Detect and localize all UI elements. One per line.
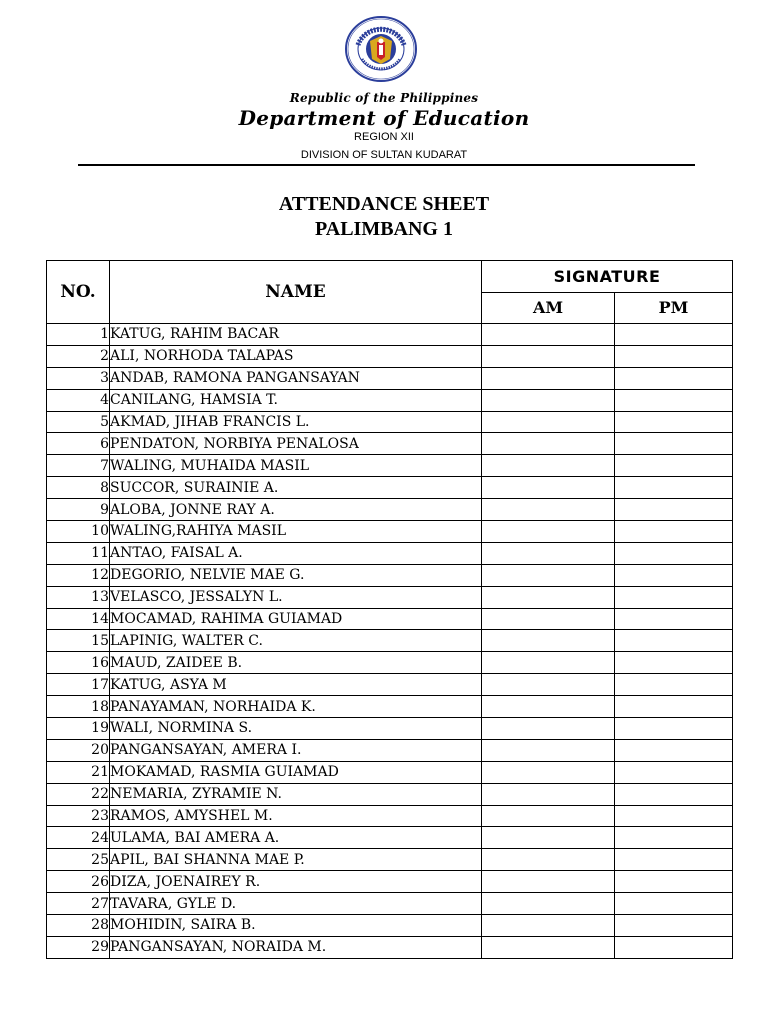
attendance-rows — [47, 324, 733, 959]
column-header-no: NO. — [47, 261, 110, 324]
row-number: 2 — [47, 345, 110, 367]
table-row — [47, 433, 733, 455]
signature-pm-cell[interactable] — [615, 915, 733, 937]
row-name: NEMARIA, ZYRAMIE N. — [110, 783, 482, 805]
signature-pm-cell[interactable] — [615, 389, 733, 411]
row-name: MAUD, ZAIDEE B. — [110, 652, 482, 674]
row-name: KATUG, RAHIM BACAR — [110, 324, 482, 346]
table-row — [47, 542, 733, 564]
attendance-table — [46, 260, 733, 959]
row-name: AKMAD, JIHAB FRANCIS L. — [110, 411, 482, 433]
signature-am-cell[interactable] — [482, 586, 615, 608]
row-number: 15 — [47, 630, 110, 652]
signature-pm-cell[interactable] — [615, 652, 733, 674]
table-row — [47, 936, 733, 958]
signature-pm-cell[interactable] — [615, 739, 733, 761]
table-row — [47, 739, 733, 761]
signature-am-cell[interactable] — [482, 652, 615, 674]
table-row — [47, 915, 733, 937]
column-header-name: NAME — [110, 261, 482, 324]
signature-am-cell[interactable] — [482, 827, 615, 849]
signature-pm-cell[interactable] — [615, 324, 733, 346]
row-name: TAVARA, GYLE D. — [110, 893, 482, 915]
row-name: WALI, NORMINA S. — [110, 718, 482, 740]
column-header-am: AM — [482, 292, 615, 324]
table-row — [47, 849, 733, 871]
row-name: WALING, MUHAIDA MASIL — [110, 455, 482, 477]
row-name: ANTAO, FAISAL A. — [110, 542, 482, 564]
row-number: 27 — [47, 893, 110, 915]
signature-pm-cell[interactable] — [615, 586, 733, 608]
table-row — [47, 783, 733, 805]
signature-am-cell[interactable] — [482, 739, 615, 761]
signature-am-cell[interactable] — [482, 521, 615, 543]
signature-am-cell[interactable] — [482, 367, 615, 389]
row-number: 5 — [47, 411, 110, 433]
row-name: PANGANSAYAN, NORAIDA M. — [110, 936, 482, 958]
signature-pm-cell[interactable] — [615, 477, 733, 499]
signature-pm-cell[interactable] — [615, 608, 733, 630]
row-name: DIZA, JOENAIREY R. — [110, 871, 482, 893]
signature-am-cell[interactable] — [482, 499, 615, 521]
signature-pm-cell[interactable] — [615, 411, 733, 433]
row-number: 11 — [47, 542, 110, 564]
signature-am-cell[interactable] — [482, 433, 615, 455]
table-row — [47, 499, 733, 521]
signature-pm-cell[interactable] — [615, 433, 733, 455]
signature-am-cell[interactable] — [482, 564, 615, 586]
seal-icon — [344, 15, 418, 83]
table-row — [47, 871, 733, 893]
signature-am-cell[interactable] — [482, 718, 615, 740]
row-name: MOCAMAD, RAHIMA GUIAMAD — [110, 608, 482, 630]
table-row — [47, 827, 733, 849]
row-number: 13 — [47, 586, 110, 608]
row-number: 14 — [47, 608, 110, 630]
sheet-subtitle: PALIMBANG 1 — [315, 218, 453, 240]
row-number: 18 — [47, 696, 110, 718]
table-row — [47, 389, 733, 411]
row-number: 1 — [47, 324, 110, 346]
row-name: SUCCOR, SURAINIE A. — [110, 477, 482, 499]
row-name: RAMOS, AMYSHEL M. — [110, 805, 482, 827]
row-number: 8 — [47, 477, 110, 499]
signature-am-cell[interactable] — [482, 411, 615, 433]
row-name: MOHIDIN, SAIRA B. — [110, 915, 482, 937]
signature-pm-cell[interactable] — [615, 849, 733, 871]
signature-am-cell[interactable] — [482, 608, 615, 630]
row-number: 21 — [47, 761, 110, 783]
table-row — [47, 652, 733, 674]
row-number: 25 — [47, 849, 110, 871]
table-row — [47, 608, 733, 630]
row-name: MOKAMAD, RASMIA GUIAMAD — [110, 761, 482, 783]
signature-am-cell[interactable] — [482, 455, 615, 477]
table-row — [47, 586, 733, 608]
row-name: ULAMA, BAI AMERA A. — [110, 827, 482, 849]
signature-am-cell[interactable] — [482, 630, 615, 652]
signature-am-cell[interactable] — [482, 389, 615, 411]
signature-pm-cell[interactable] — [615, 761, 733, 783]
signature-am-cell[interactable] — [482, 761, 615, 783]
table-row — [47, 718, 733, 740]
row-name: PENDATON, NORBIYA PENALOSA — [110, 433, 482, 455]
table-row — [47, 477, 733, 499]
signature-pm-cell[interactable] — [615, 542, 733, 564]
row-number: 6 — [47, 433, 110, 455]
column-header-pm: PM — [615, 292, 733, 324]
sheet-title: ATTENDANCE SHEET — [278, 193, 490, 215]
row-number: 17 — [47, 674, 110, 696]
row-name: APIL, BAI SHANNA MAE P. — [110, 849, 482, 871]
signature-pm-cell[interactable] — [615, 827, 733, 849]
row-number: 12 — [47, 564, 110, 586]
signature-am-cell[interactable] — [482, 324, 615, 346]
table-row — [47, 893, 733, 915]
signature-am-cell[interactable] — [482, 849, 615, 871]
row-number: 24 — [47, 827, 110, 849]
signature-am-cell[interactable] — [482, 936, 615, 958]
region-label: REGION XII — [354, 131, 414, 143]
row-number: 22 — [47, 783, 110, 805]
table-row — [47, 696, 733, 718]
table-row — [47, 324, 733, 346]
column-header-signature: SIGNATURE — [482, 261, 733, 293]
signature-pm-cell[interactable] — [615, 345, 733, 367]
signature-pm-cell[interactable] — [615, 696, 733, 718]
signature-am-cell[interactable] — [482, 477, 615, 499]
row-name: VELASCO, JESSALYN L. — [110, 586, 482, 608]
table-row — [47, 564, 733, 586]
row-name: DEGORIO, NELVIE MAE G. — [110, 564, 482, 586]
deped-seal-logo — [344, 15, 418, 83]
department-title: Department of Education — [238, 106, 530, 130]
row-name: PANAYAMAN, NORHAIDA K. — [110, 696, 482, 718]
signature-pm-cell[interactable] — [615, 564, 733, 586]
row-number: 23 — [47, 805, 110, 827]
signature-am-cell[interactable] — [482, 674, 615, 696]
signature-pm-cell[interactable] — [615, 367, 733, 389]
table-row — [47, 411, 733, 433]
table-row — [47, 345, 733, 367]
signature-am-cell[interactable] — [482, 915, 615, 937]
signature-am-cell[interactable] — [482, 696, 615, 718]
table-row — [47, 761, 733, 783]
row-name: PANGANSAYAN, AMERA I. — [110, 739, 482, 761]
header-divider — [78, 164, 695, 166]
row-number: 3 — [47, 367, 110, 389]
signature-pm-cell[interactable] — [615, 783, 733, 805]
republic-header: Republic of the Philippines — [289, 91, 479, 105]
signature-am-cell[interactable] — [482, 542, 615, 564]
row-number: 20 — [47, 739, 110, 761]
row-number: 16 — [47, 652, 110, 674]
row-number: 7 — [47, 455, 110, 477]
table-row — [47, 455, 733, 477]
row-name: ALI, NORHODA TALAPAS — [110, 345, 482, 367]
signature-pm-cell[interactable] — [615, 936, 733, 958]
row-name: WALING,RAHIYA MASIL — [110, 521, 482, 543]
signature-pm-cell[interactable] — [615, 521, 733, 543]
row-number: 26 — [47, 871, 110, 893]
signature-am-cell[interactable] — [482, 893, 615, 915]
row-number: 29 — [47, 936, 110, 958]
row-number: 9 — [47, 499, 110, 521]
table-row — [47, 630, 733, 652]
signature-pm-cell[interactable] — [615, 455, 733, 477]
row-name: LAPINIG, WALTER C. — [110, 630, 482, 652]
signature-am-cell[interactable] — [482, 805, 615, 827]
row-name: KATUG, ASYA M — [110, 674, 482, 696]
table-row — [47, 674, 733, 696]
signature-pm-cell[interactable] — [615, 630, 733, 652]
row-number: 10 — [47, 521, 110, 543]
signature-pm-cell[interactable] — [615, 893, 733, 915]
table-row — [47, 367, 733, 389]
signature-am-cell[interactable] — [482, 871, 615, 893]
signature-pm-cell[interactable] — [615, 674, 733, 696]
row-number: 19 — [47, 718, 110, 740]
signature-pm-cell[interactable] — [615, 805, 733, 827]
signature-am-cell[interactable] — [482, 783, 615, 805]
row-number: 4 — [47, 389, 110, 411]
row-name: CANILANG, HAMSIA T. — [110, 389, 482, 411]
signature-am-cell[interactable] — [482, 345, 615, 367]
row-number: 28 — [47, 915, 110, 937]
signature-pm-cell[interactable] — [615, 718, 733, 740]
row-name: ANDAB, RAMONA PANGANSAYAN — [110, 367, 482, 389]
table-row — [47, 805, 733, 827]
signature-pm-cell[interactable] — [615, 499, 733, 521]
row-name: ALOBA, JONNE RAY A. — [110, 499, 482, 521]
signature-pm-cell[interactable] — [615, 871, 733, 893]
table-row — [47, 521, 733, 543]
division-label: DIVISION OF SULTAN KUDARAT — [300, 149, 468, 161]
